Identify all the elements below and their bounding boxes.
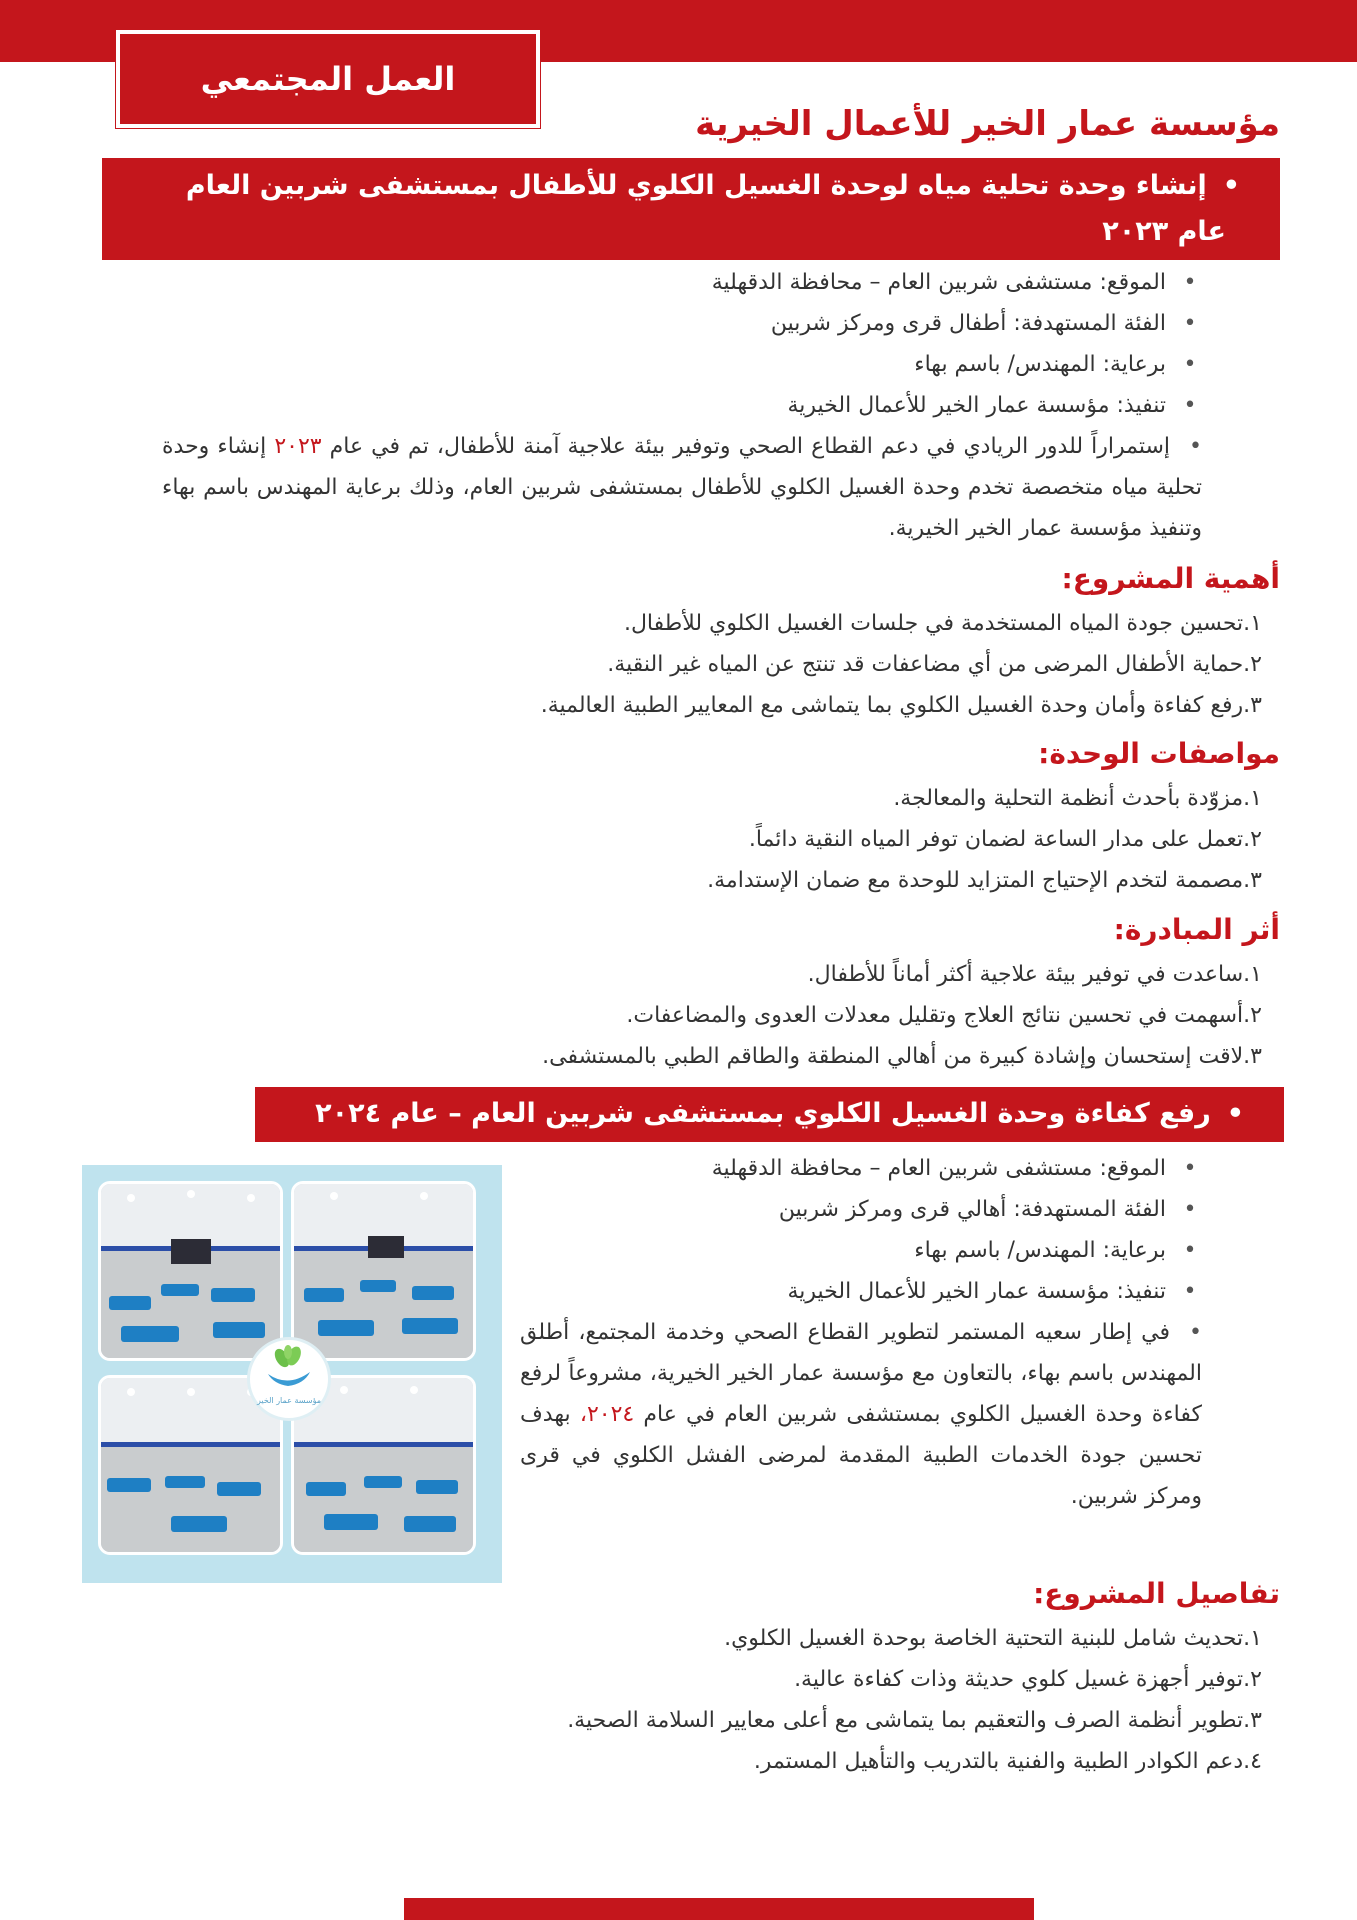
project1-summary: •إستمراراً للدور الريادي في دعم القطاع الصحي وتوفير بيئة علاجية آمنة للأطفال، تم في عام ٢٠٢٣ إنشاء وحدة تحلية مياه متخصصة تخدم وحدة الغسيل الكلوي للأطفال بمستشفى شربين العام، وذلك برعاية المهندس باسم بهاء وتنفيذ مؤسسة عمار الخير الخيرية. [162,426,1202,549]
project2-banner-text: •رفع كفاءة وحدة الغسيل الكلوي بمستشفى شربين العام – عام ٢٠٢٤ [315,1091,1244,1137]
list-item: ٣.تطوير أنظمة الصرف والتعقيم بما يتماشى مع أعلى معايير السلامة الصحية. [567,1708,1262,1733]
list-item: ١.تحسين جودة المياه المستخدمة في جلسات الغسيل الكلوي للأطفال. [623,611,1262,636]
project-details-list [162,1618,1262,1782]
logo-text: مؤسسة عمار الخير [257,1396,321,1405]
bullet-icon: • [1189,1320,1202,1345]
project1-details [302,262,1202,426]
dialysis-room-photo [98,1181,283,1361]
list-item: ٣.مصممة لتخدم الإحتياج المتزايد للوحدة مع ضمان الإستدامة. [707,868,1262,893]
importance-list [162,603,1262,726]
bullet-icon: • [1183,393,1197,418]
photo-collage [82,1165,502,1583]
list-item: ١.تحديث شامل للبنية التحتية الخاصة بوحدة الغسيل الكلوي. [724,1626,1262,1651]
list-item: •برعاية: المهندس/ باسم بهاء [502,1230,1202,1271]
section-label: العمل المجتمعي [116,30,540,128]
list-item: •الفئة المستهدفة: أطفال قرى ومركز شربين [302,303,1202,344]
project2-banner [255,1087,1284,1142]
list-item: •تنفيذ: مؤسسة عمار الخير للأعمال الخيرية [302,385,1202,426]
importance-heading: أهمية المشروع: [1061,562,1280,595]
list-item: •الموقع: مستشفى شربين العام – محافظة الدقهلية [502,1148,1202,1189]
project1-banner [102,158,1280,260]
list-item: ٢.حماية الأطفال المرضى من أي مضاعفات قد تنتج عن المياه غير النقية. [607,652,1262,677]
project1-banner-line1: •إنشاء وحدة تحلية مياه لوحدة الغسيل الكلوي للأطفال بمستشفى شربين العام [186,163,1240,209]
list-item: ١.ساعدت في توفير بيئة علاجية أكثر أماناً للأطفال. [807,962,1262,987]
specs-list [162,778,1262,901]
bullet-icon: • [1183,1197,1197,1222]
list-item: •الموقع: مستشفى شربين العام – محافظة الدقهلية [302,262,1202,303]
project1-banner-line2: عام ٢٠٢٣ [1102,216,1226,247]
bullet-icon: • [1183,270,1197,295]
impact-heading: أثر المبادرة: [1113,913,1280,946]
bullet-icon: • [1183,352,1197,377]
list-item: •برعاية: المهندس/ باسم بهاء [302,344,1202,385]
bullet-icon: • [1183,1156,1197,1181]
list-item: •تنفيذ: مؤسسة عمار الخير للأعمال الخيرية [502,1271,1202,1312]
project2-summary: •في إطار سعيه المستمر لتطوير القطاع الصحي وخدمة المجتمع، أطلق المهندس باسم بهاء، بالتعاون مع مؤسسة عمار الخير الخيرية، مشروعاً لرفع كفاءة وحدة الغسيل الكلوي بمستشفى شربين العام في عام ٢٠٢٤، بهدف تحسين جودة الخدمات الطبية المقدمة لمرضى الفشل الكلوي في قرى ومركز شربين. [520,1312,1202,1517]
org-title: مؤسسة عمار الخير للأعمال الخيرية [695,104,1280,144]
list-item: ٢.أسهمت في تحسين نتائج العلاج وتقليل معدلات العدوى والمضاعفات. [626,1003,1262,1028]
bullet-icon: • [1183,1279,1197,1304]
bottom-red-band [404,1898,1034,1920]
list-item: ٢.تعمل على مدار الساعة لضمان توفر المياه النقية دائماً. [748,827,1262,852]
bullet-icon: • [1189,434,1203,459]
hand-leaves-icon [250,1340,328,1394]
list-item: ٤.دعم الكوادر الطبية والفنية بالتدريب والتأهيل المستمر. [753,1749,1262,1774]
list-item: •الفئة المستهدفة: أهالي قرى ومركز شربين [502,1189,1202,1230]
bullet-icon: • [1222,170,1240,201]
list-item: ٣.لاقت إستحسان وإشادة كبيرة من أهالي المنطقة والطاقم الطبي بالمستشفى. [542,1044,1262,1069]
project2-details [502,1148,1202,1312]
year-highlight: ٢٠٢٣ [274,434,322,459]
bullet-icon: • [1226,1098,1244,1129]
org-logo [247,1337,331,1421]
list-item: ٢.توفير أجهزة غسيل كلوي حديثة وذات كفاءة عالية. [794,1667,1262,1692]
impact-list [162,954,1262,1077]
list-item: ٣.رفع كفاءة وأمان وحدة الغسيل الكلوي بما يتماشى مع المعايير الطبية العالمية. [540,693,1262,718]
dialysis-room-photo [291,1181,476,1361]
list-item: ١.مزوّدة بأحدث أنظمة التحلية والمعالجة. [893,786,1262,811]
specs-heading: مواصفات الوحدة: [1038,737,1280,770]
bullet-icon: • [1183,1238,1197,1263]
bullet-icon: • [1183,311,1197,336]
project-details-heading: تفاصيل المشروع: [1033,1577,1280,1610]
year-highlight: ٢٠٢٤، [579,1402,635,1427]
